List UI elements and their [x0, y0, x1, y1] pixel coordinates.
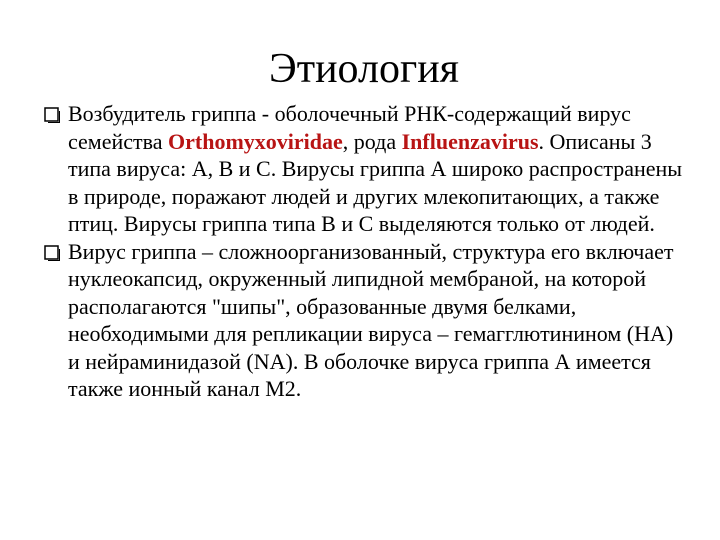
checkbox-square-bullet-icon: [44, 107, 60, 123]
slide-body: [44, 100, 684, 403]
bullet-item-virus-structure: [44, 238, 684, 403]
bullet-text: . Описаны 3 типа вируса: А, В и С. Вирусы гриппа А широко распространены в природе, поражают людей и других млекопитающих, а также птиц. Вирусы гриппа типа В и С выделяются только от людей.: [68, 128, 683, 236]
bullet-text: Вирус гриппа – сложноорганизованный, структура его включает нуклеокапсид, окруженный липидной мембраной, на которой располагаются "шипы", образованные двумя белками, необходимыми для репликации вируса – гемагглютинином (НА) и нейраминидазой (NA). В оболочке вируса гриппа А имеется также ионный канал М2.: [68, 238, 674, 401]
family-name-highlight: Orthomyxoviridae: [168, 128, 343, 154]
bullet-text: , рода: [342, 128, 402, 154]
checkbox-square-bullet-icon: [44, 245, 60, 261]
bullet-item-etiology-agent: [44, 100, 684, 238]
slide-title: Этиология: [269, 46, 459, 92]
genus-name-highlight: Influenzavirus: [401, 128, 539, 154]
bullet-text: Возбудитель гриппа - оболочечный РНК-содержащий вирус семейства: [68, 101, 631, 154]
